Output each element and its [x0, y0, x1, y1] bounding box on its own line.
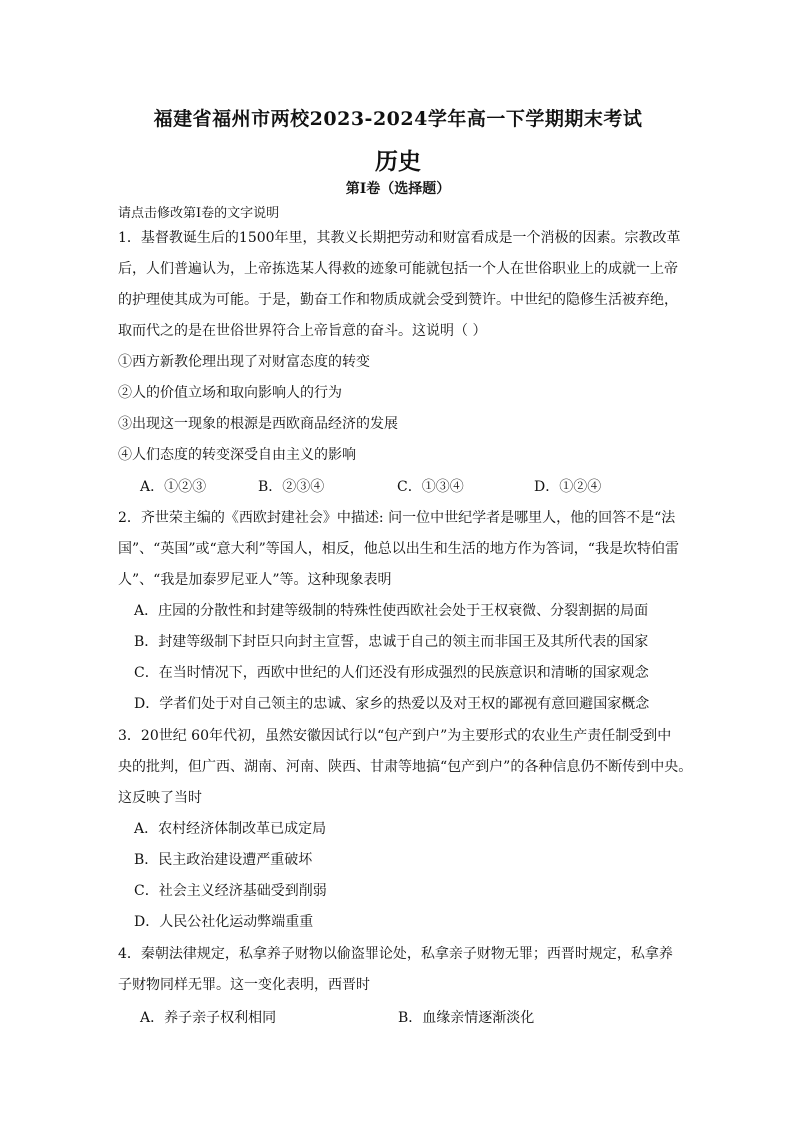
q4-option-b[interactable]: B．血缘亲情逐渐淡化: [398, 1010, 535, 1026]
q3-option-a[interactable]: A．农村经济体制改革已成定局: [134, 821, 327, 837]
q3-option-b[interactable]: B．民主政治建设遭严重破坏: [134, 852, 313, 868]
q4-option-a[interactable]: A．养子亲子权利相同: [140, 1010, 277, 1026]
q1-statement-1: ①西方新教伦理出现了对财富态度的转变: [118, 354, 370, 370]
q3-option-c[interactable]: C．社会主义经济基础受到削弱: [134, 883, 327, 899]
q1-statement-2: ②人的价值立场和取向影响人的行为: [118, 385, 342, 401]
q1-stem-line: 后，人们普遍认为，上帝拣选某人得救的迹象可能就包括一个人在世俗职业上的成就一上帝: [118, 261, 678, 277]
q1-statement-4: ④人们态度的转变深受自由主义的影响: [118, 447, 356, 463]
q3-stem-line: 这反映了当时: [118, 790, 202, 806]
q1-option-c[interactable]: C．①③④: [397, 479, 464, 495]
section-note: 请点击修改第I卷的文字说明: [118, 206, 280, 221]
q2-option-b[interactable]: B．封建等级制下封臣只向封主宣誓，忠诚于自己的领主而非国王及其所代表的国家: [134, 634, 649, 650]
section-heading: 第I卷（选择题）: [345, 181, 451, 197]
q3-option-d[interactable]: D．人民公社化运动弊端重重: [134, 914, 314, 930]
q2-option-c[interactable]: C．在当时情况下，西欧中世纪的人们还没有形成强烈的民族意识和清晰的国家观念: [134, 665, 649, 681]
exam-title: 福建省福州市两校2023-2024学年高一下学期期末考试: [153, 108, 643, 130]
q1-stem-line: 的护理使其成为可能。于是，勤奋工作和物质成就会受到赞许。中世纪的隐修生活被弃绝，: [118, 292, 678, 308]
q1-option-a[interactable]: A．①②③: [140, 479, 207, 495]
q1-stem-line: 1．基督教诞生后的1500年里，其教义长期把劳动和财富看成是一个消极的因素。宗教改革: [118, 230, 681, 246]
q3-stem-line: 央的批判，但广西、湖南、河南、陕西、甘肃等地搞“包产到户”的各种信息仍不断传到中央。: [118, 759, 693, 775]
q4-stem-line: 子财物同样无罪。这一变化表明，西晋时: [118, 977, 370, 993]
q2-stem-line: 2．齐世荣主编的《西欧封建社会》中描述: 问一位中世纪学者是哪里人，他的回答不是“法: [118, 510, 676, 526]
q2-option-d[interactable]: D．学者们处于对自己领主的忠诚、家乡的热爱以及对王权的鄙视有意回避国家概念: [134, 696, 650, 712]
q1-option-d[interactable]: D．①②④: [534, 479, 602, 495]
q2-stem-line: 国”、“英国”或“意大利”等国人，相反，他总以出生和生活的地方作为答词，“我是坎特伯雷: [118, 541, 679, 557]
q1-option-b[interactable]: B．②③④: [258, 479, 325, 495]
q3-stem-line: 3．20世纪 60年代初，虽然安徽因试行以“包产到户”为主要形式的农业生产责任制受到中: [118, 728, 672, 744]
q1-statement-3: ③出现这一现象的根源是西欧商品经济的发展: [118, 416, 398, 432]
q2-stem-line: 人”、“我是加泰罗尼亚人”等。这种现象表明: [118, 572, 392, 588]
subject-heading: 历史: [375, 148, 421, 175]
q1-stem-line: 取而代之的是在世俗世界符合上帝旨意的奋斗。这说明（ ）: [118, 323, 487, 339]
q4-stem-line: 4．秦朝法律规定，私拿养子财物以偷盗罪论处，私拿亲子财物无罪；西晋时规定，私拿养: [118, 946, 673, 962]
q2-option-a[interactable]: A．庄园的分散性和封建等级制的特殊性使西欧社会处于王权衰微、分裂割据的局面: [134, 603, 649, 619]
